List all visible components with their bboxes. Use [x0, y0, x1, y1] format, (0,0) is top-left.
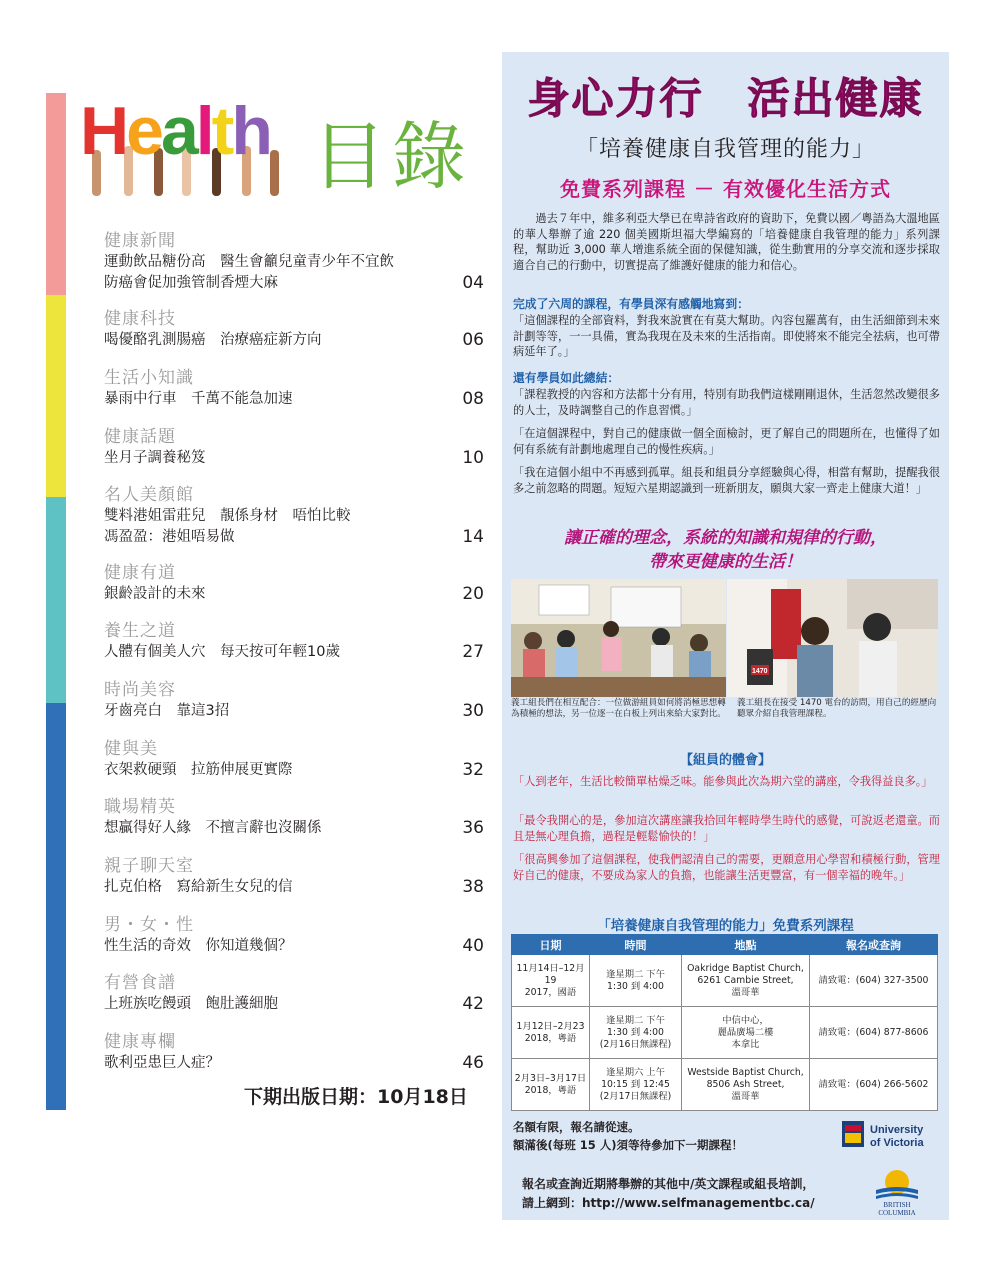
- toc-headline: 運動飲品糖份高 醫生會籲兒童青少年不宜飲: [104, 254, 394, 270]
- toc-headline: 雙料港姐雷莊兒 靚係身材 唔怕比較: [104, 508, 351, 524]
- table-of-contents-page: [0, 0, 500, 1275]
- toc-headline: 防癌會促加強管制香煙大麻 04: [104, 273, 484, 293]
- volunteer-workshop-photo: [511, 579, 726, 697]
- table-row: [512, 955, 938, 1007]
- british-columbia-logo: [862, 1166, 932, 1216]
- course-table-title: 「培養健康自我管理的能力」免費系列課程: [597, 918, 854, 934]
- toc-headline: 性生活的奇效 你知道幾個？ 40: [104, 936, 484, 956]
- radio-label: 1470: [752, 668, 768, 675]
- toc-headline: 扎克伯格 寫給新生女兒的信 38: [104, 877, 484, 897]
- testimonial-quote: 「這個課程的全部資料，對我來說實在有莫大幫助。內容包羅萬有，由生活細節到未來計劃等等，一一具備，實為我現在及未來的生活指南。即使將來不能完全祛病，也可帶病延年了。」: [513, 314, 940, 359]
- toc-page-number: 40: [462, 936, 484, 956]
- toc-item[interactable]: [104, 308, 484, 351]
- testimonial-quote: 「在這個課程中，對自己的健康做一個全面檢討，更了解自己的問題所在，也懂得了如何有系統有計劃地處理自己的慢性疾病。」: [513, 427, 940, 456]
- toc-category: 健與美: [104, 739, 158, 759]
- toc-headline: 坐月子調養秘笈 10: [104, 448, 484, 468]
- photo-caption: 義工組長們在相互配合：一位做游組員如何將消極思想轉為積極的想法，另一位逐一在白板上列出來給大家對比。: [511, 698, 726, 719]
- website-link[interactable]: 請上網到：http://www.selfmanagementbc.ca/: [522, 1196, 815, 1210]
- table-header: 時間: [590, 935, 682, 955]
- color-bar-blue: [46, 703, 66, 1110]
- toc-page-number: 36: [462, 818, 484, 838]
- toc-page-number: 08: [462, 389, 484, 409]
- time-cell: 逢星期二 下午 1:30 到 4:00 (2月16日無課程): [590, 1007, 682, 1059]
- toc-category: 健康專欄: [104, 1032, 176, 1052]
- members-heading: 【組員的體會】: [679, 753, 771, 768]
- toc-page-number: 27: [462, 642, 484, 662]
- ad-slogan: 讓正確的理念，系統的知識和規律的行動， 帶來更健康的生活！: [564, 528, 887, 572]
- toc-page-number: 38: [462, 877, 484, 897]
- table-header: 報名或查詢: [810, 935, 938, 955]
- toc-category: 親子聊天室: [104, 856, 194, 876]
- toc-item[interactable]: [104, 562, 484, 605]
- toc-page-number: 06: [462, 330, 484, 350]
- time-cell: 逢星期六 上午 10:15 到 12:45 (2月17日無課程): [590, 1059, 682, 1111]
- member-quote: 「很高興參加了這個課程，使我們認清自己的需要，更願意用心學習和積極行動，管理好自己的健康，不要成為家人的負擔，也能讓生活更豐富，有一個幸福的晚年。」: [513, 853, 940, 882]
- toc-page-number: 04: [462, 273, 484, 293]
- toc-headline: 衣架救硬頸 拉筋伸展更實際 32: [104, 760, 484, 780]
- toc-item[interactable]: [104, 855, 484, 898]
- toc-page-number: 14: [462, 527, 484, 547]
- contact-cell: 請致電：(604) 327-3500: [810, 955, 938, 1007]
- toc-category: 職場精英: [104, 797, 176, 817]
- toc-headline: 牙齒亮白 靠這3招 30: [104, 701, 484, 721]
- toc-item[interactable]: [104, 796, 484, 839]
- contact-cell: 請致電：(604) 266-5602: [810, 1059, 938, 1111]
- photo-caption: 義工組長在接受 1470 電台的訪問，用自己的經歷向聽眾介紹自我管理課程。: [737, 698, 937, 719]
- svg-text:Health: Health: [78, 73, 131, 92]
- toc-item[interactable]: [104, 914, 484, 957]
- table-header: 日期: [512, 935, 590, 955]
- ad-subhead: 「培養健康自我管理的能力」: [575, 137, 875, 162]
- health-course-ad: [502, 52, 949, 1220]
- place-cell: Westside Baptist Church, 8506 Ash Street, 溫哥華: [682, 1059, 810, 1111]
- toc-category: 養生之道: [104, 621, 176, 641]
- toc-page-number: 46: [462, 1053, 484, 1073]
- toc-category: 健康有道: [104, 563, 176, 583]
- toc-category: 健康科技: [104, 309, 176, 329]
- toc-headline: 暴雨中行車 千萬不能急加速 08: [104, 389, 484, 409]
- toc-category: 名人美顏館: [104, 485, 194, 505]
- contact-cell: 請致電：(604) 877-8606: [810, 1007, 938, 1059]
- toc-page-number: 20: [462, 584, 484, 604]
- toc-headline: 馮盈盈：港姐唔易做 14: [104, 527, 484, 547]
- toc-page-number: 30: [462, 701, 484, 721]
- toc-item[interactable]: [104, 367, 484, 410]
- toc-headline: 歌利亞患巨人症？ 46: [104, 1053, 484, 1073]
- ad-tagline: 免費系列課程 － 有效優化生活方式: [560, 177, 891, 201]
- toc-headline: 上班族吃饅頭 飽肚護細胞 42: [104, 994, 484, 1014]
- toc-page-number: 32: [462, 760, 484, 780]
- toc-item[interactable]: [104, 1031, 484, 1074]
- enrollment-notice: 名額有限，報名請從速。 額滿後(每班 15 人)須等待參加下一期課程！: [513, 1120, 744, 1152]
- date-cell: 11月14日–12月19 2017，國語: [512, 955, 590, 1007]
- testimonial-quote: 「我在這個小組中不再感到孤單。組長和組員分享經驗與心得，相當有幫助，提醒我很多之前忽略的問題。短短六星期認識到一班新朋友，願與大家一齊走上健康大道！」: [513, 466, 940, 495]
- svg-text:University: University: [870, 1124, 924, 1136]
- toc-headline: 喝優酪乳測腸癌 治療癌症新方向 06: [104, 330, 484, 350]
- toc-item[interactable]: [104, 484, 484, 548]
- member-quote: 「人到老年，生活比較簡單枯燥乏味。能參與此次為期六堂的講座，令我得益良多。」: [513, 775, 933, 788]
- course-schedule-table: [511, 934, 938, 1111]
- date-cell: 2月3日–3月17日 2018，粵語: [512, 1059, 590, 1111]
- toc-category: 時尚美容: [104, 680, 176, 700]
- testimonial-heading: 還有學員如此總結：: [513, 371, 620, 385]
- toc-page-number: 10: [462, 448, 484, 468]
- health-logo: [78, 73, 293, 196]
- university-of-victoria-logo: [840, 1119, 940, 1153]
- next-issue-date: 下期出版日期：10月18日: [244, 1086, 468, 1108]
- toc-category: 健康新聞: [104, 231, 176, 251]
- color-bar-yellow: [46, 295, 66, 497]
- toc-item[interactable]: [104, 972, 484, 1015]
- page-title: 目錄: [312, 114, 472, 200]
- toc-headline: 銀齡設計的未來 20: [104, 584, 484, 604]
- toc-item[interactable]: [104, 620, 484, 663]
- table-header: 地點: [682, 935, 810, 955]
- toc-item[interactable]: [104, 738, 484, 781]
- toc-item[interactable]: [104, 679, 484, 722]
- place-cell: 中信中心， 麗晶廣場二樓 本拿比: [682, 1007, 810, 1059]
- member-quote: 「最令我開心的是，參加這次講座讓我拾回年輕時學生時代的感覺，可說返老還童。而且是無心理負擔，過程是輕鬆愉快的！」: [513, 814, 940, 843]
- ad-headline: 身心力行 活出健康: [527, 74, 924, 123]
- date-cell: 1月12日–2月23 2018，粵語: [512, 1007, 590, 1059]
- place-cell: Oakridge Baptist Church, 6261 Cambie Street, 溫哥華: [682, 955, 810, 1007]
- table-row: [512, 1059, 938, 1111]
- toc-category: 男・女・性: [104, 915, 194, 935]
- enrollment-link-text: 報名或查詢近期將舉辦的其他中/英文課程或組長培訓， 請上網到：http://www.selfmanagementbc.ca/: [522, 1175, 815, 1213]
- svg-text:Health: Health: [80, 93, 270, 169]
- time-cell: 逢星期二 下午 1:30 到 4:00: [590, 955, 682, 1007]
- svg-text:of Victoria: of Victoria: [870, 1137, 924, 1149]
- toc-category: 有營食譜: [104, 973, 176, 993]
- toc-category: 健康話題: [104, 427, 176, 447]
- toc-page-number: 42: [462, 994, 484, 1014]
- color-bar-teal: [46, 497, 66, 703]
- color-bar-pink: [46, 93, 66, 295]
- radio-interview-photo: [727, 579, 938, 697]
- toc-item[interactable]: [104, 426, 484, 469]
- toc-headline: 想贏得好人緣 不擅言辭也沒關係 36: [104, 818, 484, 838]
- toc-item[interactable]: [104, 230, 484, 294]
- svg-text:COLUMBIA: COLUMBIA: [878, 1209, 916, 1217]
- table-row: [512, 1007, 938, 1059]
- intro-paragraph: 過去７年中，維多利亞大學已在卑詩省政府的資助下，免費以國／粵語為大溫地區的華人舉辦了逾 220 個美國斯坦福大學編寫的「培養健康自我管理的能力」系列課程，幫助近 3,000 華人增進系統全面的保健知識，從生動實用的分享交流和逐步採取適合自己的行動中，切實提高了維護好健康的能力和信心。: [513, 212, 940, 272]
- testimonial-quote: 「課程教授的內容和方法都十分有用，特別有助我們這樣剛剛退休，生活忽然改變很多的人士，及時調整自己的作息習慣。」: [513, 388, 940, 417]
- svg-text:BRITISH: BRITISH: [883, 1201, 911, 1209]
- toc-headline: 人體有個美人穴 每天按可年輕10歲 27: [104, 642, 484, 662]
- testimonial-heading: 完成了六周的課程，有學員深有感觸地寫到：: [513, 297, 749, 311]
- toc-category: 生活小知識: [104, 368, 194, 388]
